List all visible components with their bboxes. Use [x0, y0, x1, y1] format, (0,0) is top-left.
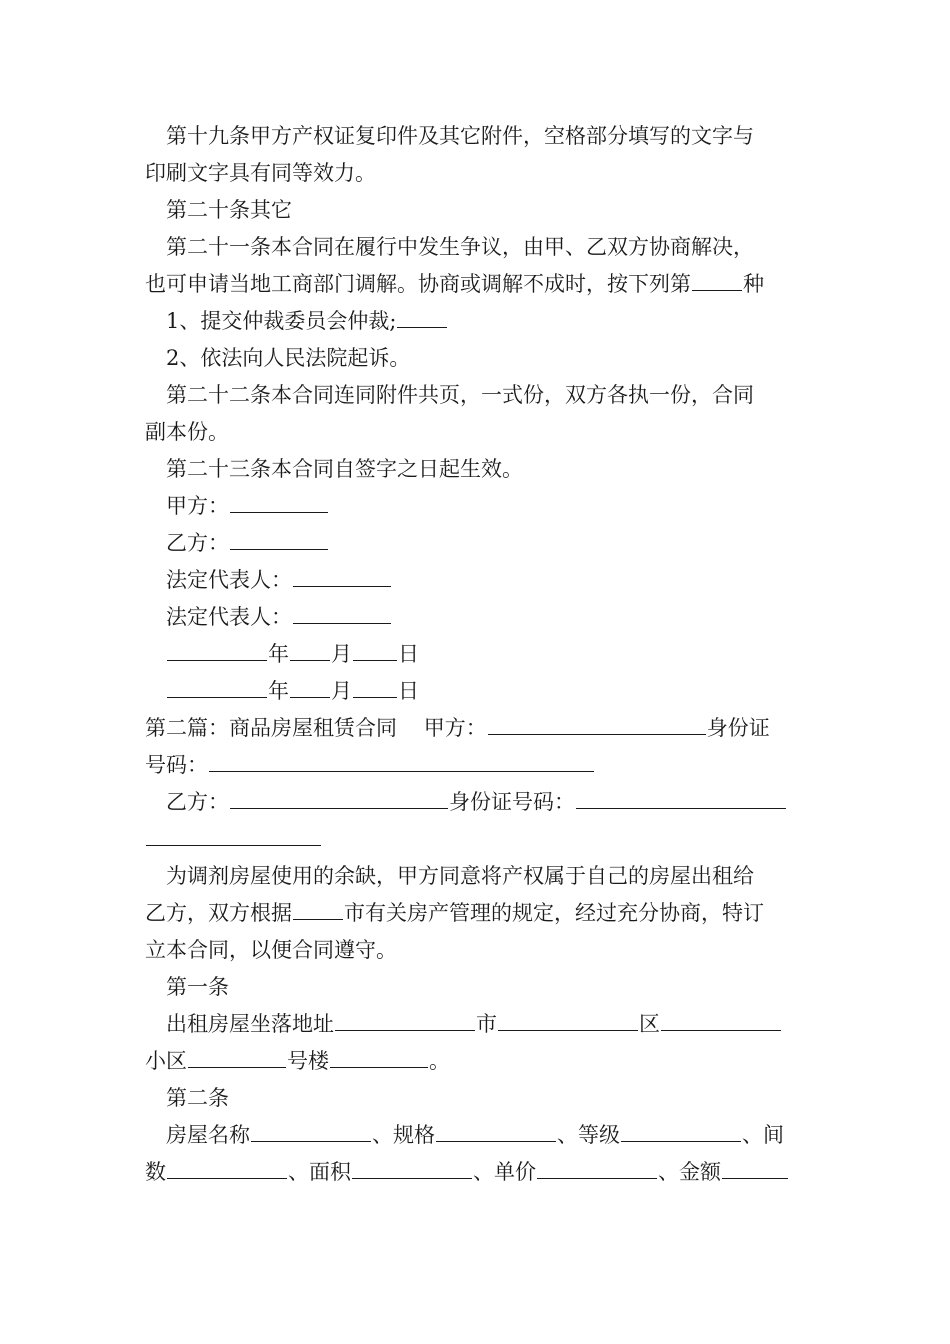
party-a-signature [145, 488, 807, 525]
month-field[interactable] [290, 675, 330, 698]
id-card-label: 身份证 [706, 716, 770, 740]
area-label: 、面积 [288, 1160, 351, 1184]
document-page [145, 118, 807, 1191]
legal-rep-2 [145, 599, 807, 636]
period: 。 [429, 1049, 450, 1073]
house-name-label: 房屋名称 [166, 1123, 250, 1147]
year-label: 年 [268, 642, 289, 666]
building-label: 号楼 [287, 1049, 329, 1073]
preamble-text-b: 市有关房产管理的规定，经过充分协商，特订 [344, 901, 764, 925]
section-2-party-a-field[interactable] [488, 712, 706, 735]
day-field[interactable] [353, 638, 397, 661]
house-name-field[interactable] [251, 1119, 371, 1142]
spec-label: 、规格 [372, 1123, 435, 1147]
district-field[interactable] [661, 1008, 781, 1031]
rooms-field[interactable] [167, 1156, 287, 1179]
blank-field[interactable] [397, 305, 447, 328]
section-2-party-b-label: 乙方： [166, 790, 229, 814]
option-arbitration-text: 1、提交仲裁委员会仲裁; [166, 309, 397, 333]
city-field[interactable] [498, 1008, 638, 1031]
section-2-party-b-line [145, 784, 807, 821]
blank-field[interactable] [692, 268, 742, 291]
party-b-id-continuation [145, 821, 807, 858]
preamble-line-3: 立本合同，以便合同遵守。 [145, 938, 397, 962]
legal-rep-1 [145, 562, 807, 599]
preamble-text-a: 乙方，双方根据 [145, 901, 292, 925]
date-line-1 [145, 636, 807, 673]
party-b-id-field[interactable] [576, 786, 786, 809]
article-21-line-1: 第二十一条本合同在履行中发生争议，由甲、乙双方协商解决， [166, 235, 754, 259]
section-2-id-line [145, 747, 807, 784]
amount-field[interactable] [722, 1156, 788, 1179]
party-a-label: 甲方： [166, 494, 229, 518]
legal-rep-1-label: 法定代表人： [166, 568, 292, 592]
option-court: 2、依法向人民法院起诉。 [166, 346, 411, 370]
article-1-heading: 第一条 [166, 975, 229, 999]
address-line [145, 1006, 807, 1043]
section-2-title: 第二篇：商品房屋租赁合同 [145, 716, 397, 740]
grade-label: 、等级 [557, 1123, 620, 1147]
spec-field[interactable] [436, 1119, 556, 1142]
city-name-field[interactable] [293, 897, 343, 920]
party-a-id-field[interactable] [209, 749, 594, 772]
community-field[interactable] [188, 1045, 286, 1068]
party-a-field[interactable] [230, 490, 328, 513]
option-arbitration [145, 303, 807, 340]
year-field[interactable] [167, 675, 267, 698]
article-20: 第二十条其它 [166, 198, 292, 222]
address-label: 出租房屋坐落地址 [166, 1012, 334, 1036]
rooms-label-a: 、间 [742, 1123, 784, 1147]
id-number-label: 号码： [145, 753, 208, 777]
year-field[interactable] [167, 638, 267, 661]
legal-rep-2-field[interactable] [293, 601, 391, 624]
rooms-label-b: 数 [145, 1160, 166, 1184]
city-label: 市 [476, 1012, 497, 1036]
article-19-line-2: 印刷文字具有同等效力。 [145, 161, 376, 185]
preamble-line-1: 为调剂房屋使用的余缺，甲方同意将产权属于自己的房屋出租给 [166, 864, 754, 888]
unit-price-label: 、单价 [473, 1160, 536, 1184]
area-field[interactable] [352, 1156, 472, 1179]
month-field[interactable] [290, 638, 330, 661]
day-label: 日 [398, 679, 419, 703]
preamble-line-2 [145, 895, 807, 932]
article-21-end: 种 [743, 272, 764, 296]
unit-price-field[interactable] [537, 1156, 657, 1179]
community-line [145, 1043, 807, 1080]
article-22-line-2: 副本份。 [145, 420, 229, 444]
section-2-party-a-label: 甲方： [423, 716, 487, 740]
section-2-party-b-field[interactable] [230, 786, 448, 809]
house-info-line-2 [145, 1154, 807, 1191]
house-info-line-1 [145, 1117, 807, 1154]
party-b-field[interactable] [230, 527, 328, 550]
year-label: 年 [268, 679, 289, 703]
date-line-2 [145, 673, 807, 710]
article-23: 第二十三条本合同自签字之日起生效。 [166, 457, 523, 481]
grade-field[interactable] [621, 1119, 741, 1142]
district-label: 区 [639, 1012, 660, 1036]
article-22-line-1: 第二十二条本合同连同附件共页，一式份，双方各执一份，合同 [166, 383, 754, 407]
article-19-line-1: 第十九条甲方产权证复印件及其它附件，空格部分填写的文字与 [166, 124, 754, 148]
address-field[interactable] [335, 1008, 475, 1031]
party-b-id-field-cont[interactable] [146, 823, 321, 846]
party-b-signature [145, 525, 807, 562]
day-field[interactable] [353, 675, 397, 698]
article-2-heading: 第二条 [166, 1086, 229, 1110]
article-21-text: 也可申请当地工商部门调解。协商或调解不成时，按下列第 [145, 272, 691, 296]
article-21-line-2 [145, 266, 807, 303]
month-label: 月 [331, 679, 352, 703]
legal-rep-2-label: 法定代表人： [166, 605, 292, 629]
amount-label: 、金额 [658, 1160, 721, 1184]
party-b-label: 乙方： [166, 531, 229, 555]
month-label: 月 [331, 642, 352, 666]
day-label: 日 [398, 642, 419, 666]
community-label: 小区 [145, 1049, 187, 1073]
building-field[interactable] [330, 1045, 428, 1068]
legal-rep-1-field[interactable] [293, 564, 391, 587]
section-2-header [145, 710, 807, 747]
party-b-id-label: 身份证号码： [449, 790, 575, 814]
